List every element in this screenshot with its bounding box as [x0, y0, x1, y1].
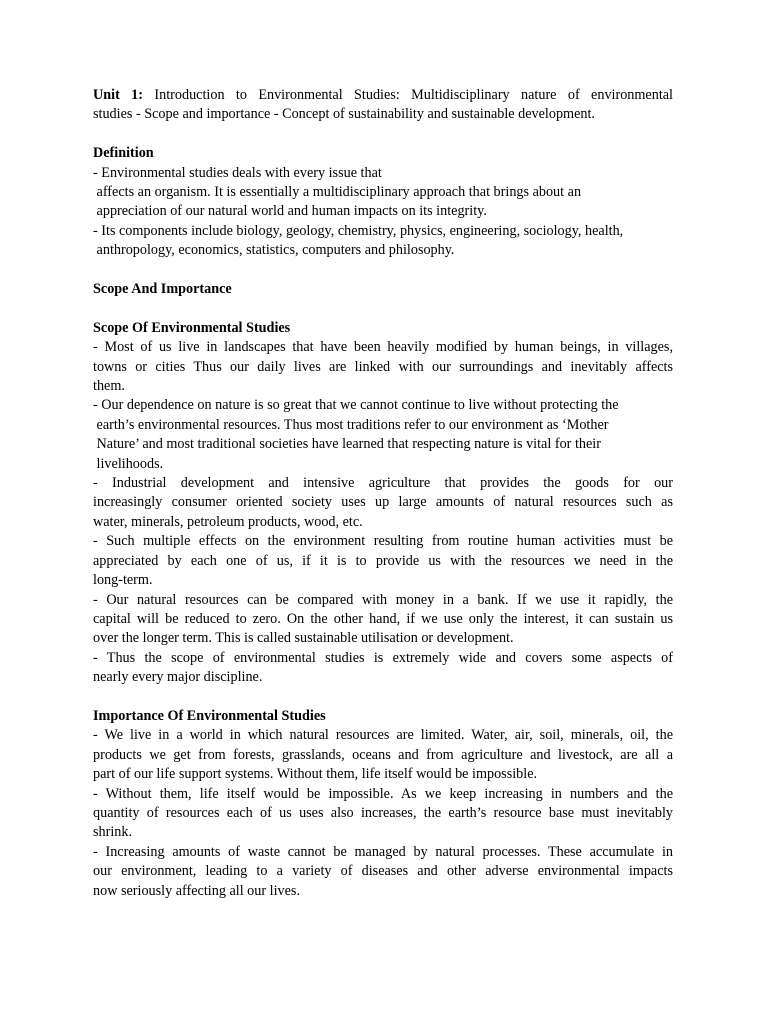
scope-p1-line: them.: [93, 378, 125, 395]
scope-p6-line: - Thus the scope of environmental studies is extremely wide and covers some aspects of: [93, 649, 673, 666]
definition-line: appreciation of our natural world and human impacts on its integrity.: [93, 203, 487, 220]
definition-line: anthropology, economics, statistics, computers and philosophy.: [93, 242, 455, 259]
unit-line-1: [93, 86, 673, 105]
scope-p3-line: - Industrial development and intensive agriculture that provides the goods for our: [93, 475, 673, 492]
definition-section: [93, 144, 673, 260]
scope-p3-line: increasingly consumer oriented society uses up large amounts of natural resources such as: [93, 494, 673, 511]
scope-heading: Scope Of Environmental Studies: [93, 319, 291, 336]
importance-section: [93, 707, 673, 901]
scope-section: [93, 319, 673, 688]
unit-title-text: Introduction to Environmental Studies: Multidisciplinary nature of environmental: [143, 87, 674, 103]
scope-p2-line: Nature’ and most traditional societies have learned that respecting nature is vital for their: [93, 436, 601, 453]
importance-heading: Importance Of Environmental Studies: [93, 707, 326, 724]
definition-line: - Its components include biology, geology, chemistry, physics, engineering, sociology, health,: [93, 222, 624, 239]
scope-p5-line: over the longer term. This is called sustainable utilisation or development.: [93, 630, 514, 647]
scope-p5-line: capital will be reduced to zero. On the other hand, if we use only the interest, it can sustain us: [93, 610, 673, 627]
definition-line: - Environmental studies deals with every issue that: [93, 164, 382, 181]
definition-heading: Definition: [93, 145, 154, 162]
importance-p1-line: products we get from forests, grasslands, oceans and from agriculture and livestock, are all a: [93, 746, 673, 763]
unit-paragraph: [93, 86, 673, 125]
scope-p4-line: appreciated by each one of us, if it is to provide us with the resources we need in the: [93, 552, 673, 569]
definition-line: affects an organism. It is essentially a multidisciplinary approach that brings about an: [93, 184, 582, 201]
scope-p4-line: - Such multiple effects on the environment resulting from routine human activities must be: [93, 533, 673, 550]
unit-label: Unit 1:: [93, 87, 144, 103]
unit-line-2: studies - Scope and importance - Concept of sustainability and sustainable development.: [93, 106, 595, 123]
scope-p5-line: - Our natural resources can be compared with money in a bank. If we use it rapidly, the: [93, 591, 673, 608]
scope-p4-line: long-term.: [93, 572, 153, 589]
scope-p2-line: earth’s environmental resources. Thus most traditions refer to our environment as ‘Mother: [93, 416, 609, 433]
scope-p1-line: towns or cities Thus our daily lives are linked with our surroundings and inevitably affects: [93, 358, 673, 375]
scope-p3-line: water, minerals, petroleum products, wood, etc.: [93, 513, 363, 530]
importance-p2-line: shrink.: [93, 824, 133, 841]
scope-and-importance-section: [93, 280, 673, 299]
importance-p1-line: - We live in a world in which natural resources are limited. Water, air, soil, minerals, oil, the: [93, 727, 673, 744]
scope-and-importance-heading: Scope And Importance: [93, 281, 232, 298]
importance-p1-line: part of our life support systems. Without them, life itself would be impossible.: [93, 766, 538, 783]
scope-p1-line: - Most of us live in landscapes that have been heavily modified by human beings, in villages,: [93, 339, 673, 356]
importance-p3-line: - Increasing amounts of waste cannot be managed by natural processes. These accumulate in: [93, 843, 673, 860]
document-page: [93, 86, 673, 901]
importance-p2-line: - Without them, life itself would be impossible. As we keep increasing in numbers and the: [93, 785, 673, 802]
scope-p6-line: nearly every major discipline.: [93, 669, 263, 686]
importance-p3-line: now seriously affecting all our lives.: [93, 882, 300, 899]
importance-p2-line: quantity of resources each of us uses also increases, the earth’s resource base must inevitably: [93, 804, 673, 821]
importance-p3-line: our environment, leading to a variety of diseases and other adverse environmental impacts: [93, 863, 673, 880]
scope-p2-line: livelihoods.: [93, 455, 164, 472]
scope-p2-line: - Our dependence on nature is so great that we cannot continue to live without protecting the: [93, 397, 619, 414]
